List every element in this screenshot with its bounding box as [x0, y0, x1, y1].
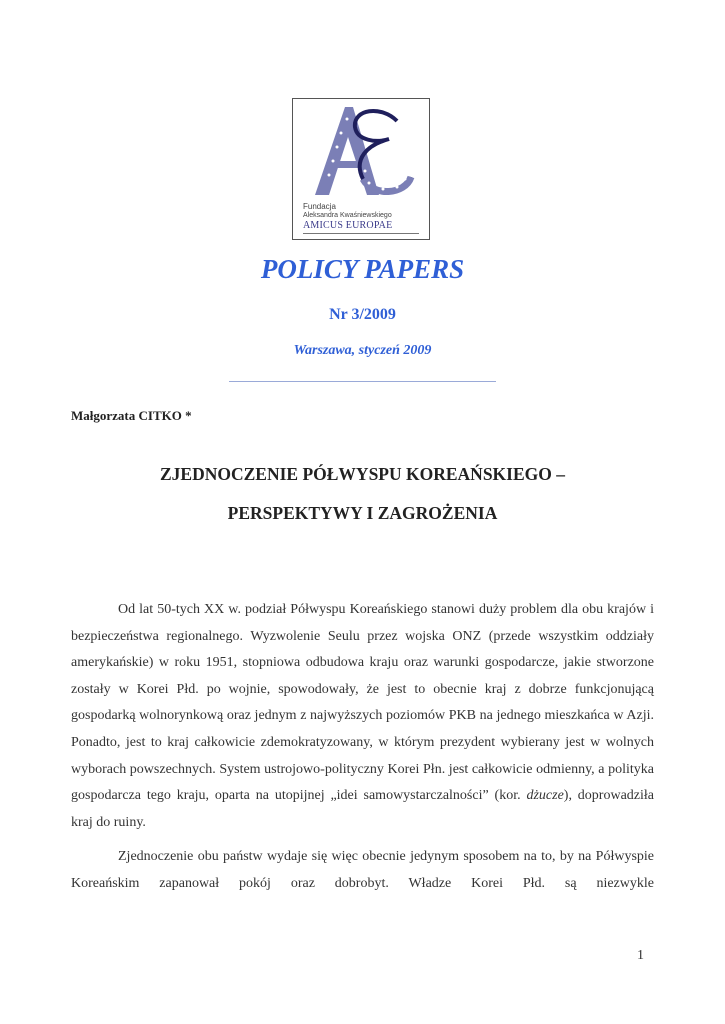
- term-dzucze: dżucze: [526, 788, 564, 804]
- issue-number: Nr 3/2009: [329, 306, 396, 323]
- author-name: Małgorzata CITKO *: [71, 408, 192, 423]
- heading-line-2: PERSPEKTYWY I ZAGROŻENIA: [227, 503, 498, 523]
- page-number: 1: [637, 948, 644, 963]
- foundation-logo: [292, 98, 430, 240]
- document-title: POLICY PAPERS: [260, 254, 465, 284]
- dateline: Warszawa, styczeń 2009: [293, 343, 432, 358]
- header-divider: [229, 381, 496, 382]
- heading-line-1: ZJEDNOCZENIE PÓŁWYSPU KOREAŃSKIEGO –: [160, 464, 565, 484]
- logo-amicus-text: AMICUS EUROPAE: [303, 220, 393, 231]
- logo-underline: [303, 233, 419, 234]
- letter-a-crossbar: [329, 161, 369, 168]
- paragraph-1-text-end: ), doprowadziła kraj do ruiny.: [71, 788, 654, 830]
- paragraph-1-text: Od lat 50-tych XX w. podział Półwyspu Koreańskiego stanowi duży problem dla obu krajów i bezpieczeństwa regionalnego. Wyzwolenie Seulu przez wojska ONZ (przede wszystkim oddziały amerykańskie) w roku 1951, stopniowa odbudowa kraju oraz warunki gospodarcze, jakie stworzone zostały w Korei Płd. po wojnie, spowodowały, że jest to obecnie kraj z dobrze funkcjonującą gospodarką wolnorynkową oraz jednym z najwyższych poziomów PKB na jednego mieszkańca w Azji. Ponadto, jest to kraj całkowicie zdemokratyzowany, w którym prezydent wybierany jest w wolnych wyborach powszechnych. System ustrojowo-polityczny Korei Płn. jest całkowicie odmienny, a polityka gospodarcza tego kraju, oparta na utopijnej „idei samowystarczalności” (kor.: [71, 602, 654, 804]
- body-text: [71, 597, 654, 906]
- logo-name-text: Aleksandra Kwaśniewskiego: [303, 212, 392, 219]
- paragraph-2: Zjednoczenie obu państw wydaje się więc obecnie jedynym sposobem na to, by na Półwyspie Koreańskim zapanował pokój oraz dobrobyt. Władze Korei Płd. są niezwykle: [71, 849, 654, 891]
- logo-fundacja-text: Fundacja: [303, 202, 336, 211]
- paragraph-1: [71, 597, 654, 836]
